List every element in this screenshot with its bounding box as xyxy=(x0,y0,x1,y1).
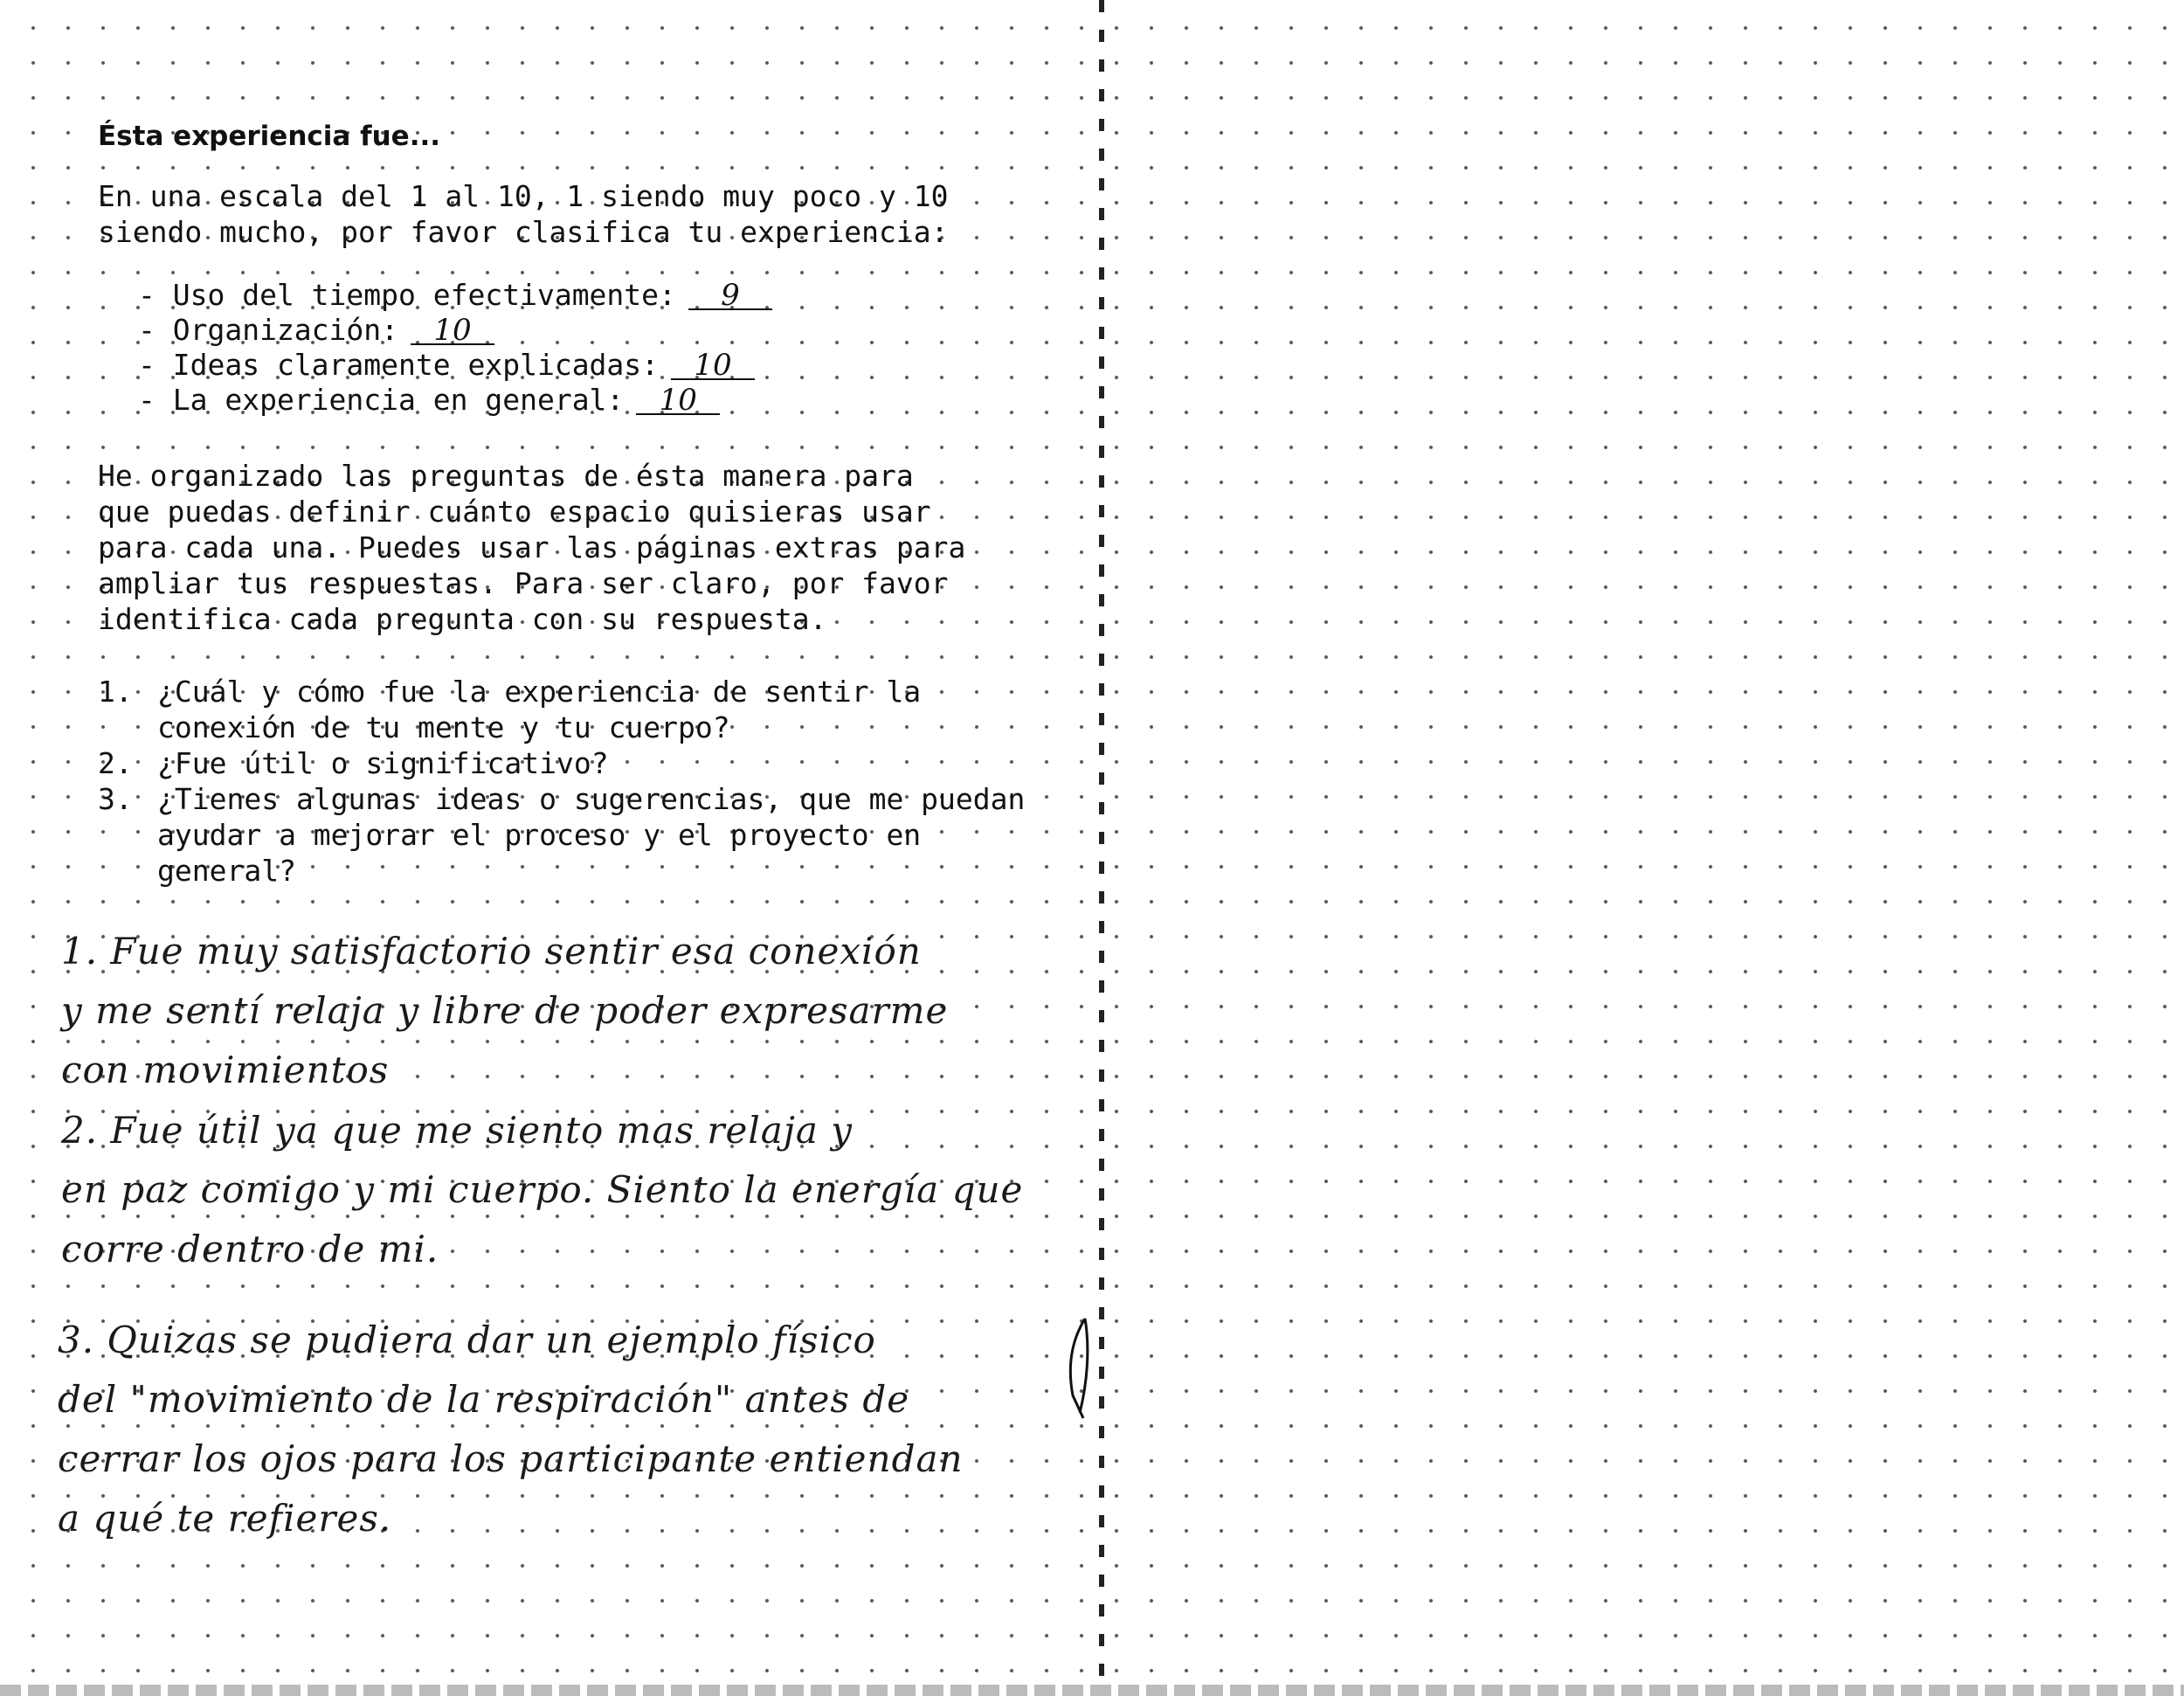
question-item xyxy=(98,781,1041,889)
handwritten-line: y me sentí relaja y libre de poder expresarme xyxy=(61,989,949,1032)
handwritten-answer-1 xyxy=(61,922,1048,1100)
page-bottom-edge xyxy=(0,1685,2184,1696)
rating-value: 10 xyxy=(671,352,755,380)
question-number: 1. xyxy=(98,675,133,709)
intro-text xyxy=(98,178,1041,250)
rating-value: 9 xyxy=(688,282,772,310)
handwritten-line: en paz comigo y mi cuerpo. Siento la energía que xyxy=(61,1168,1024,1211)
intro-line: En una escala del 1 al 10, 1 siendo muy poco y 10 xyxy=(98,179,949,213)
question-number: 3. xyxy=(98,782,133,816)
rating-label: - Ideas claramente explicadas: xyxy=(138,348,660,382)
page-title: Ésta experiencia fue... xyxy=(98,121,441,152)
handwritten-line: 3. Quizas se pudiera dar un ejemplo físico xyxy=(58,1319,876,1361)
instructions-line: que puedas definir cuánto espacio quisieras usar xyxy=(98,495,931,529)
question-item xyxy=(98,745,1041,781)
left-page-content xyxy=(98,121,1041,889)
question-text: ¿Tienes algunas ideas o sugerencias, que me puedan ayudar a mejorar el proceso y el proyecto en general? xyxy=(157,782,1026,888)
handwritten-line: cerrar los ojos para los participante entiendan xyxy=(58,1437,964,1480)
margin-scribble-icon xyxy=(1064,1315,1099,1420)
question-list xyxy=(98,674,1041,889)
handwritten-line: con movimientos xyxy=(61,1049,390,1091)
handwritten-answer-3 xyxy=(58,1311,1045,1548)
instructions-line: He organizado las preguntas de ésta manera para xyxy=(98,459,914,493)
rating-value: 10 xyxy=(411,317,494,345)
handwritten-answer-2 xyxy=(61,1101,1048,1279)
question-number: 2. xyxy=(98,746,133,780)
instructions-line: ampliar tus respuestas. Para ser claro, por favor xyxy=(98,566,949,600)
rating-item xyxy=(138,383,1041,418)
instructions-line: para cada una. Puedes usar las páginas extras para xyxy=(98,530,966,564)
handwritten-line: 1. Fue muy satisfactorio sentir esa conexión xyxy=(61,930,922,973)
handwritten-line: corre dentro de mi. xyxy=(61,1228,439,1270)
question-text: ¿Cuál y cómo fue la experiencia de sentir la conexión de tu mente y tu cuerpo? xyxy=(157,675,922,744)
rating-item xyxy=(138,348,1041,383)
question-item xyxy=(98,674,1041,745)
rating-label: - Organización: xyxy=(138,313,399,347)
rating-item xyxy=(138,313,1041,348)
handwritten-line: del "movimiento de la respiración" antes de xyxy=(58,1378,910,1421)
handwritten-line: 2. Fue útil ya que me siento mas relaja y xyxy=(61,1109,853,1152)
rating-item xyxy=(138,278,1041,313)
handwritten-line: a qué te refieres. xyxy=(58,1497,392,1540)
rating-label: - Uso del tiempo efectivamente: xyxy=(138,278,676,312)
rating-label: - La experiencia en general: xyxy=(138,383,625,417)
rating-value: 10 xyxy=(636,387,720,415)
rating-list xyxy=(138,278,1041,418)
instructions-text xyxy=(98,458,1041,637)
question-text: ¿Fue útil o significativo? xyxy=(157,746,609,780)
intro-line: siendo mucho, por favor clasifica tu experiencia: xyxy=(98,215,949,249)
instructions-line: identifica cada pregunta con su respuesta. xyxy=(98,602,827,636)
page-binding-gutter xyxy=(1099,0,1104,1696)
